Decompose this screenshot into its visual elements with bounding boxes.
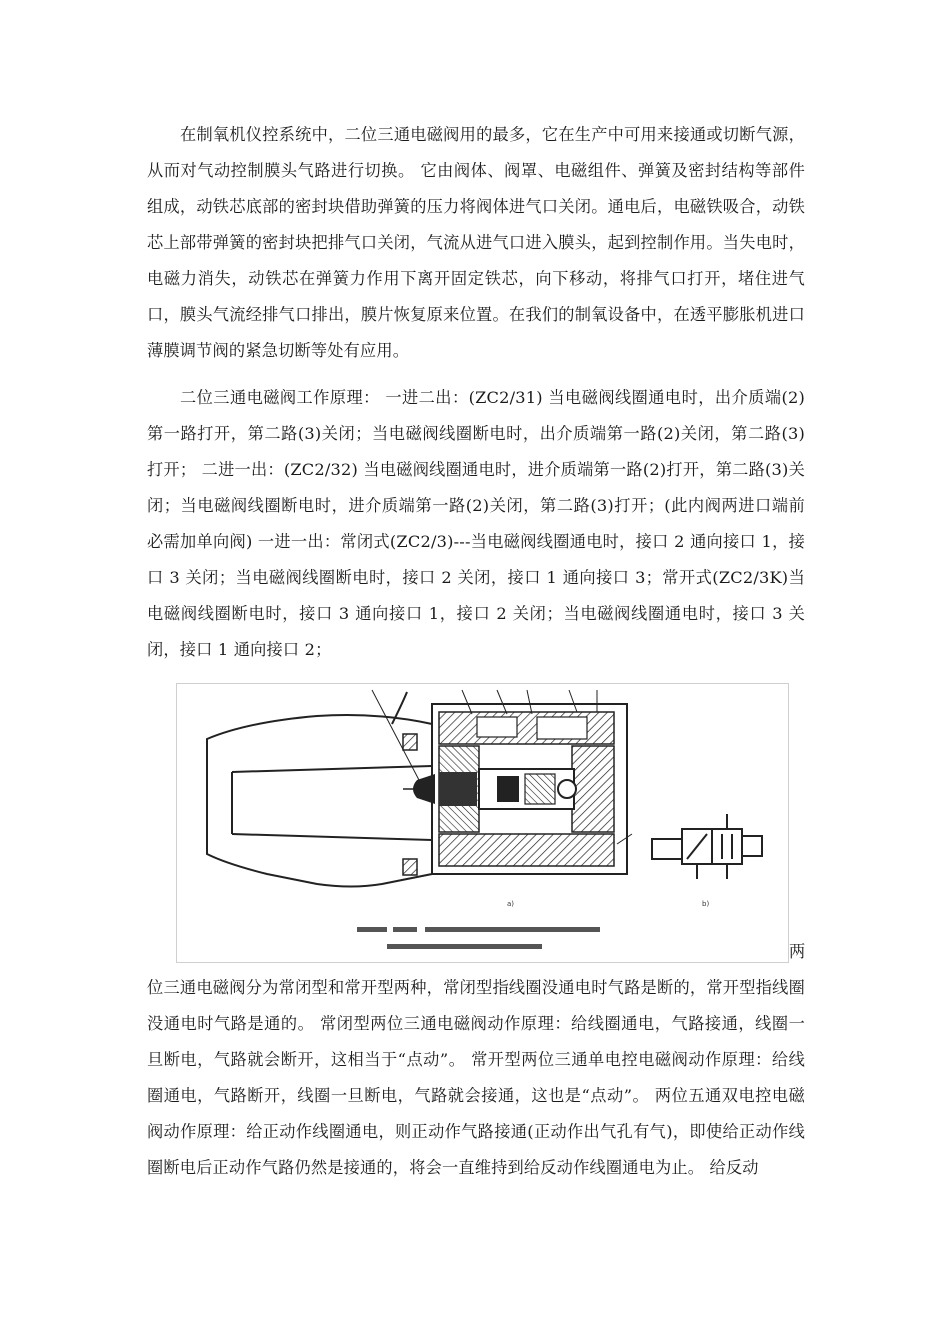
valve-diagram-image bbox=[176, 683, 789, 963]
valve-body-shape bbox=[403, 704, 627, 874]
valve-cross-section-drawing bbox=[177, 684, 790, 964]
valve-figure bbox=[176, 683, 789, 963]
figure-label-b: b) bbox=[702, 900, 710, 908]
figure-label-a: a) bbox=[507, 900, 515, 908]
figure-caption-image bbox=[357, 927, 600, 949]
paragraph-valve-types: 位三通电磁阀分为常闭型和常开型两种，常闭型指线圈没通电时气路是断的，常开型指线圈没通电时气路是通的。 常闭型两位三通电磁阀动作原理：给线圈通电，气路接通，线圈一旦断电，气路就会断开，这相当于“点动”。 常开型两位三通单电控电磁阀动作原理：给线圈通电，气路断开，线圈一旦断电，气路就会接通，这也是“点动”。 两位五通双电控电磁阀动作原理：给正动作线圈通电，则正动作气路接通(正动作出气孔有气)，即使给正动作线圈断电后正动作气路仍然是接通的，将会一直维持到给反动作线圈通电为止。 给反动 bbox=[147, 978, 805, 1177]
valve-cover-shape bbox=[207, 692, 432, 887]
paragraph-intro: 在制氧机仪控系统中，二位三通电磁阀用的最多，它在生产中可用来接通或切断气源，从而对气动控制膜头气路进行切换。 它由阀体、阀罩、电磁组件、弹簧及密封结构等部件组成，动铁芯底部的密封块借助弹簧的压力将阀体进气口关闭。通电后，电磁铁吸合，动铁芯上部带弹簧的密封块把排气口关闭，气流从进气口进入膜头，起到控制作用。当失电时，电磁力消失，动铁芯在弹簧力作用下离开固定铁芯，向下移动，将排气口打开，堵住进气口，膜头气流经排气口排出，膜片恢复原来位置。在我们的制氧设备中，在透平膨胀机进口薄膜调节阀的紧急切断等处有应用。 bbox=[147, 125, 805, 360]
paragraph-working-principle: 二位三通电磁阀工作原理： 一进二出：(ZC2/31) 当电磁阀线圈通电时，出介质端(2)第一路打开，第二路(3)关闭；当电磁阀线圈断电时，出介质端第一路(2)关闭，第二路(3)打开； 二进一出：(ZC2/32) 当电磁阀线圈通电时，进介质端第一路(2)打开，第二路(3)关闭；当电磁阀线圈断电时，进介质端第一路(2)关闭，第二路(3)打开；(此内阀两进口端前必需加单向阀) 一进一出：常闭式(ZC2/3)---当电磁阀线圈通电时，接口 2 通向接口 1，接口 3 关闭；当电磁阀线圈断电时，接口 2 关闭，接口 1 通向接口 3；常开式(ZC2/3K)当电磁阀线圈断电时，接口 3 通向接口 1，接口 2 关闭；当电磁阀线圈通电时，接口 3 关闭，接口 1 通向接口 2； bbox=[147, 388, 805, 659]
valve-symbol-shape bbox=[652, 814, 762, 879]
inline-text-after-figure: 两 bbox=[789, 942, 806, 961]
